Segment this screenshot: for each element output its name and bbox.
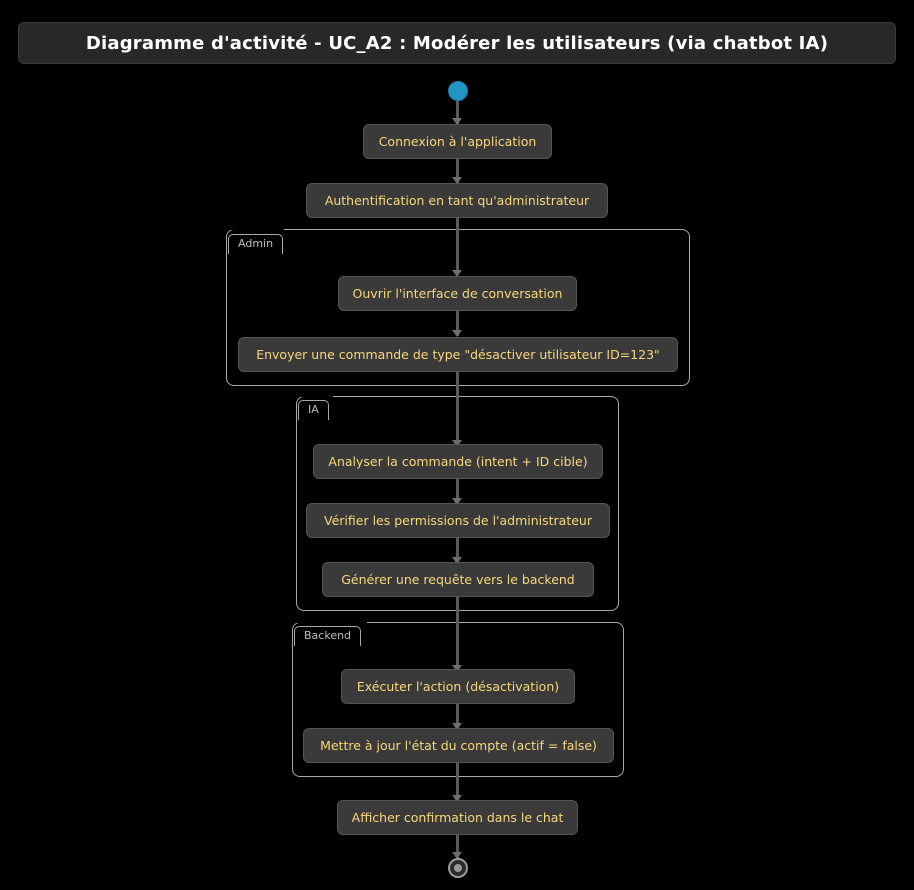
edge-n7-to-n8 (456, 596, 459, 670)
activity-node-ouvrir-interface[interactable] (338, 276, 577, 311)
end-node (448, 858, 468, 878)
edge-n4-to-n5 (456, 371, 459, 445)
activity-node-connexion[interactable] (363, 124, 552, 159)
activity-node-label: Analyser la commande (intent + ID cible) (328, 454, 588, 469)
activity-node-afficher-confirmation[interactable] (337, 800, 578, 835)
activity-node-mettre-a-jour-etat[interactable] (303, 728, 614, 763)
partition-ia-label: IA (308, 403, 319, 416)
partition-backend-label-tab (294, 626, 361, 646)
activity-node-authentification[interactable] (306, 183, 608, 218)
activity-node-label: Mettre à jour l'état du compte (actif = false) (320, 738, 597, 753)
activity-node-executer-action[interactable] (341, 669, 575, 704)
activity-node-label: Authentification en tant qu'administrateur (324, 193, 590, 208)
start-node (448, 81, 468, 101)
activity-node-label: Vérifier les permissions de l'administrateur (324, 513, 592, 528)
activity-node-label: Générer une requête vers le backend (341, 572, 575, 587)
edge-n2-to-n3 (456, 217, 459, 275)
activity-node-verifier-permissions[interactable] (306, 503, 610, 538)
activity-node-generer-requete[interactable] (322, 562, 594, 597)
partition-ia-label-tab (298, 400, 329, 420)
activity-node-label: Exécuter l'action (désactivation) (356, 679, 560, 694)
diagram-title: Diagramme d'activité - UC_A2 : Modérer les utilisateurs (via chatbot IA) (85, 32, 829, 54)
activity-node-label: Envoyer une commande de type "désactiver utilisateur ID=123" (256, 347, 660, 362)
activity-node-label: Ouvrir l'interface de conversation (352, 286, 563, 301)
activity-node-analyser-commande[interactable] (313, 444, 603, 479)
partition-backend-label: Backend (304, 629, 352, 642)
partition-admin-label-tab (228, 234, 283, 254)
activity-node-envoyer-commande[interactable] (238, 337, 678, 372)
partition-admin-label: Admin (238, 237, 274, 250)
activity-node-label: Connexion à l'application (378, 134, 537, 149)
diagram-title-bar (18, 22, 896, 64)
activity-node-label: Afficher confirmation dans le chat (351, 810, 564, 825)
arrow-n3-to-n4 (452, 330, 462, 337)
